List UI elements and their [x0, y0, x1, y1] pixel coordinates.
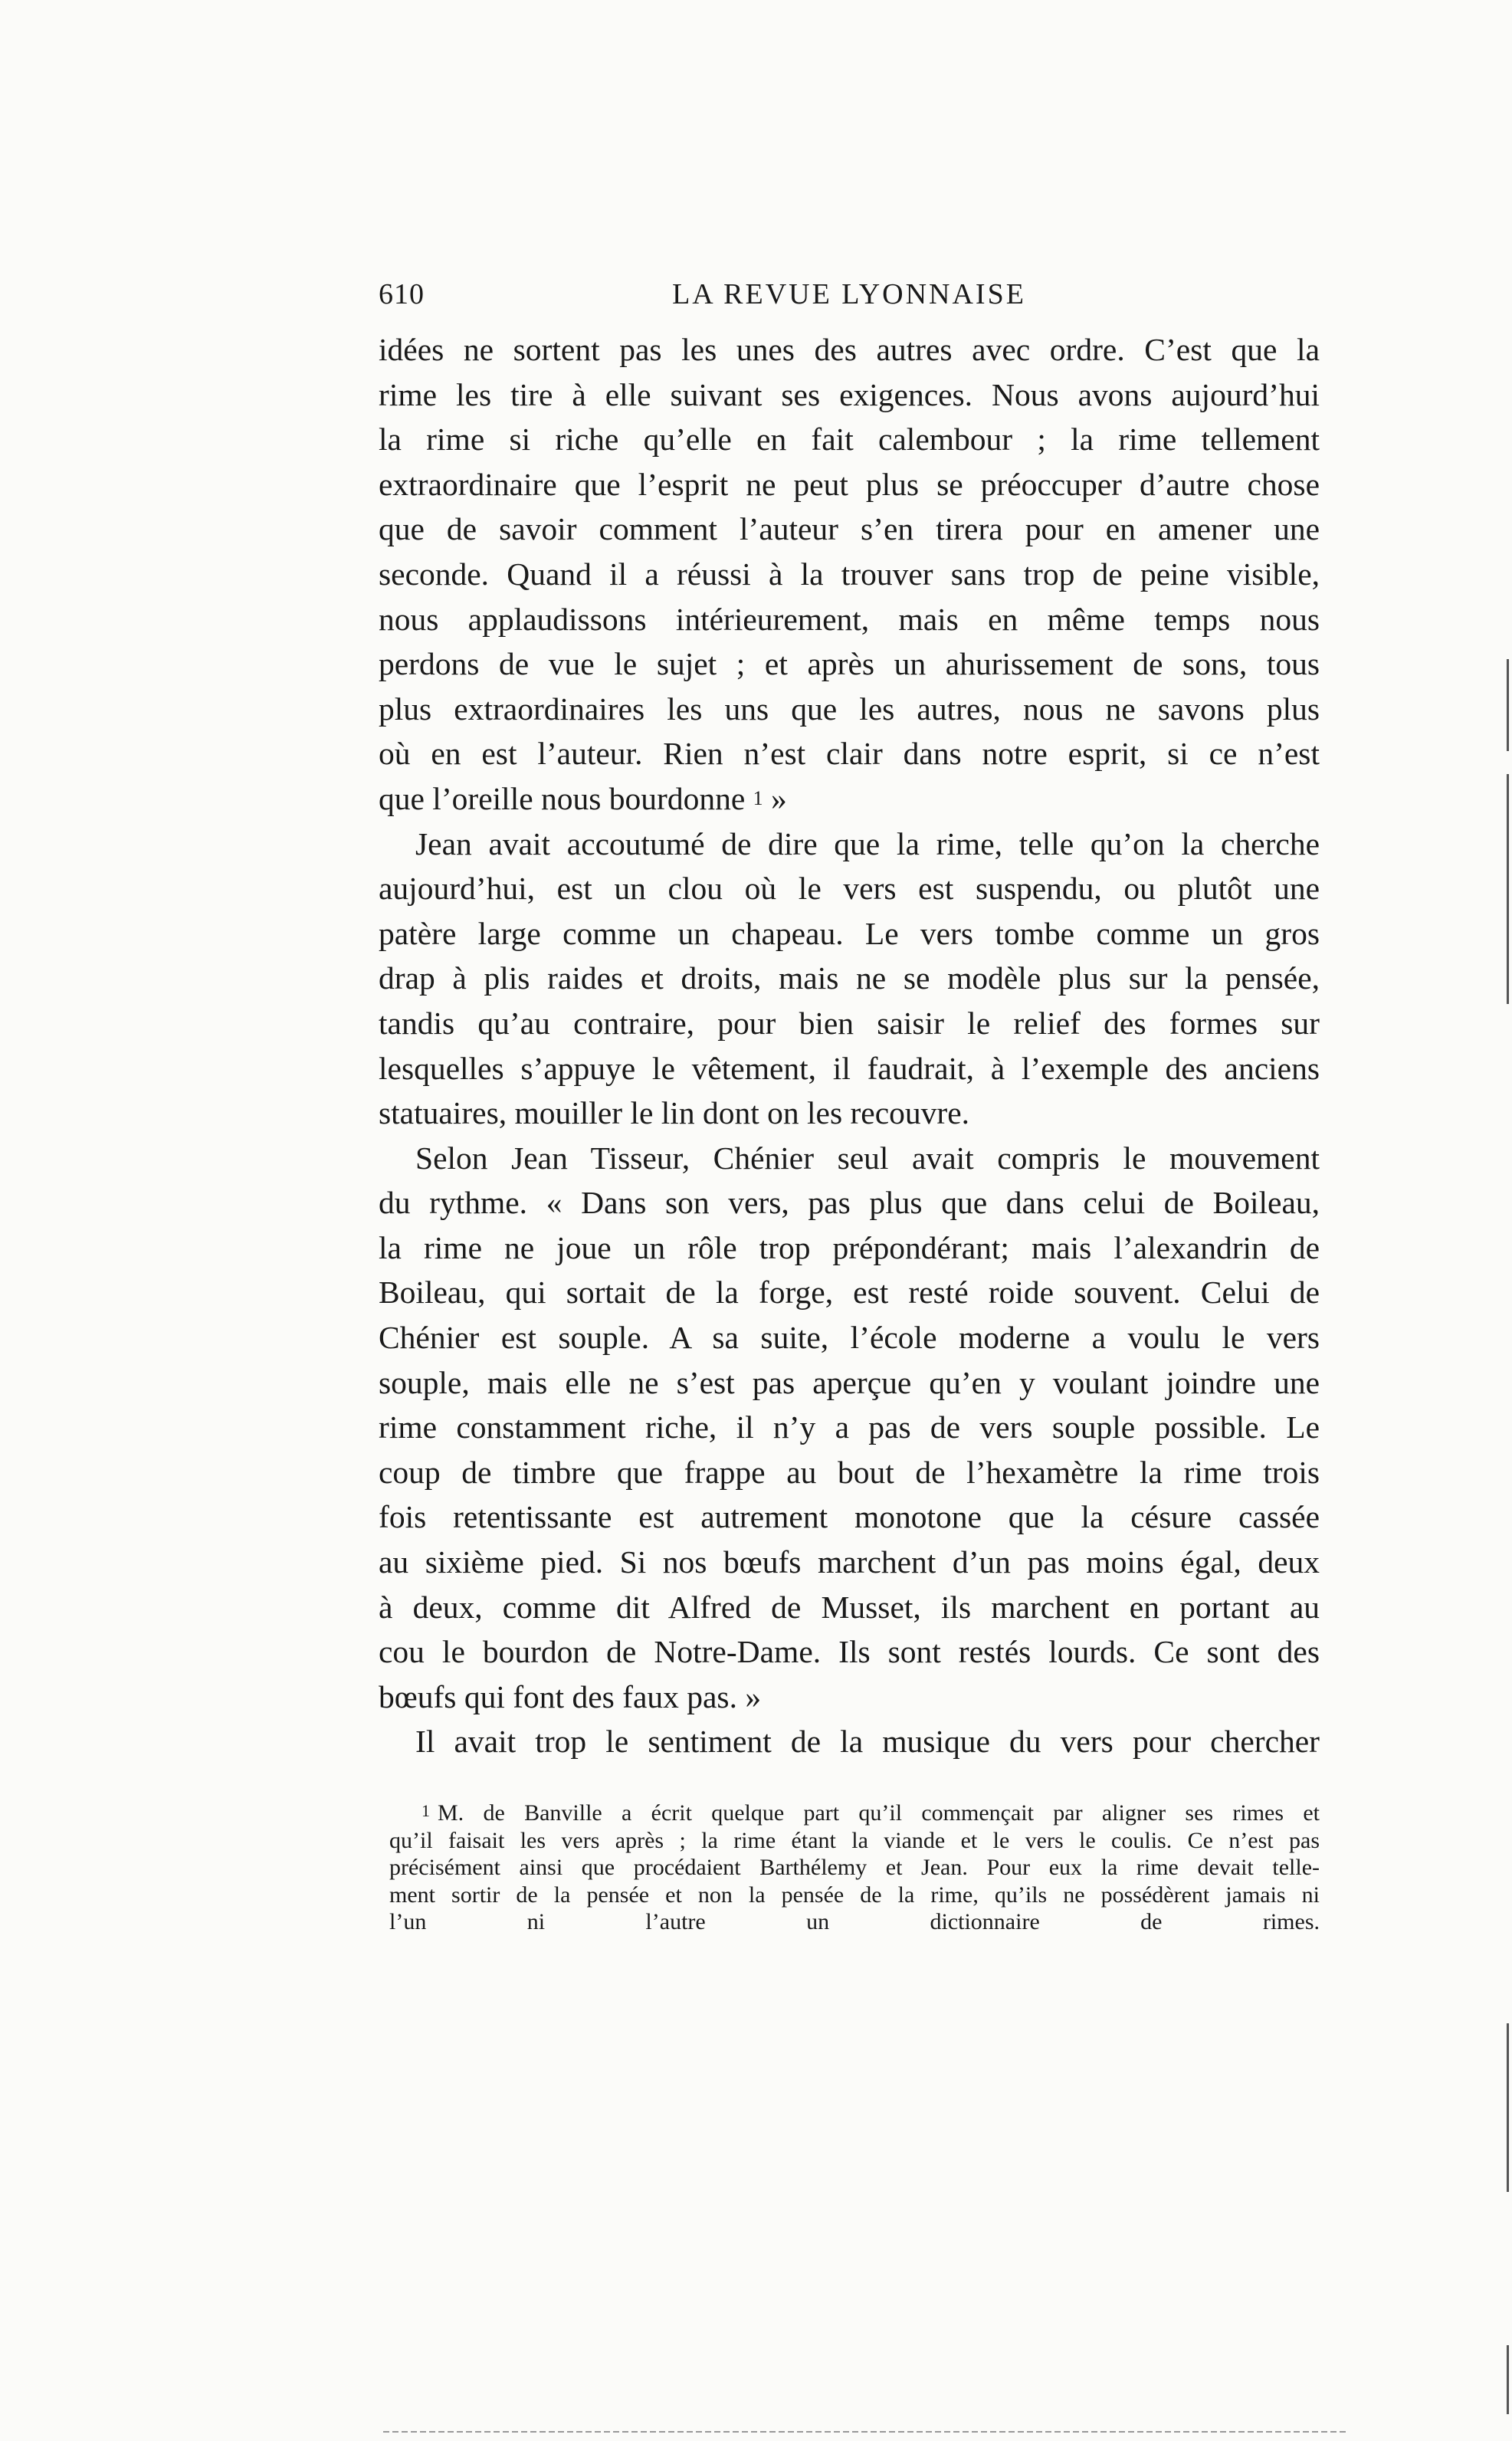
page-header	[379, 277, 1320, 316]
body-line-23: Chénier est souple. A sa suite, l’école moderne a voulu le vers	[379, 1320, 1320, 1356]
body-line-5: que de savoir comment l’auteur s’en tirera pour en amener une	[379, 511, 1320, 547]
body-line-1: idées ne sortent pas les unes des autres avec ordre. C’est que la	[379, 332, 1320, 367]
scan-edge-line	[1507, 2023, 1509, 2192]
body-line-24: souple, mais elle ne s’est pas aperçue qu’en y voulant joindre une	[379, 1364, 1320, 1400]
footnote-line-5: l’un ni l’autre un dictionnaire de rimes.	[389, 1909, 1320, 1934]
body-line-27: fois retentissante est autrement monotone que la césure cassée	[379, 1499, 1320, 1535]
body-line-11-text: que l’oreille nous bourdonne	[379, 780, 746, 816]
body-line-7: nous applaudissons intérieurement, mais en même temps nous	[379, 601, 1320, 637]
body-line-32: Il avait trop le sentiment de la musique du vers pour chercher	[415, 1724, 1320, 1760]
body-line-19: Selon Jean Tisseur, Chénier seul avait compris le mouvement	[415, 1140, 1320, 1176]
footnote-line-2: qu’il faisait les vers après ; la rime étant la viande et le vers le coulis. Ce n’est pas	[389, 1827, 1320, 1853]
body-line-21: la rime ne joue un rôle trop prépondérant; mais l’alexandrin de	[379, 1229, 1320, 1265]
body-line-18: statuaires, mouiller le lin dont on les recouvre.	[379, 1095, 969, 1131]
scan-edge-line	[1507, 659, 1509, 751]
body-line-10: où en est l’auteur. Rien n’est clair dans notre esprit, si ce n’est	[379, 736, 1320, 772]
scan-bottom-rule	[383, 2431, 1349, 2433]
body-line-2: rime les tire à elle suivant ses exigences. Nous avons aujourd’hui	[379, 376, 1320, 412]
body-line-26: coup de timbre que frappe au bout de l’hexamètre la rime trois	[379, 1454, 1320, 1490]
page-number: 610	[379, 278, 425, 310]
footnote-line-3: précisément ainsi que procédaient Barthélemy et Jean. Pour eux la rime devait telle-	[389, 1855, 1320, 1880]
body-line-29: à deux, comme dit Alfred de Musset, ils marchent en portant au	[379, 1589, 1320, 1625]
body-line-15: drap à plis raides et droits, mais ne se modèle plus sur la pensée,	[379, 960, 1320, 996]
body-line-12: Jean avait accoutumé de dire que la rime, telle qu’on la cherche	[415, 825, 1320, 861]
body-line-9: plus extraordinaires les uns que les autres, nous ne savons plus	[379, 691, 1320, 727]
body-line-13: aujourd’hui, est un clou où le vers est suspendu, ou plutôt une	[379, 871, 1320, 907]
scan-edge-marks	[1503, 659, 1512, 2422]
body-line-20: du rythme. « Dans son vers, pas plus que dans celui de Boileau,	[379, 1185, 1320, 1221]
body-line-25: rime constamment riche, il n’y a pas de vers souple possible. Le	[379, 1409, 1320, 1445]
body-line-30: cou le bourdon de Notre-Dame. Ils sont restés lourds. Ce sont des	[379, 1634, 1320, 1670]
running-title: LA REVUE LYONNAISE	[672, 278, 1026, 310]
body-line-4: extraordinaire que l’esprit ne peut plus se préoccuper d’autre chose	[379, 466, 1320, 502]
scan-edge-line	[1507, 2345, 1509, 2414]
closing-quote: »	[763, 780, 787, 816]
body-line-8: perdons de vue le sujet ; et après un ahurissement de sons, tous	[379, 646, 1320, 682]
body-line-31: bœufs qui font des faux pas. »	[379, 1678, 762, 1714]
scan-edge-line	[1507, 774, 1509, 1004]
body-line-16: tandis qu’au contraire, pour bien saisir le relief des formes sur	[379, 1005, 1320, 1041]
footnote-line-1-text: M. de Banville a écrit quelque part qu’il commençait par aligner ses rimes et	[438, 1800, 1320, 1826]
body-line-3: la rime si riche qu’elle en fait calembour ; la rime tellement	[379, 422, 1320, 458]
footnote-mark: 1	[421, 1801, 430, 1820]
body-line-14: patère large comme un chapeau. Le vers tombe comme un gros	[379, 915, 1320, 951]
footnote	[389, 1797, 1320, 1936]
body-text	[379, 327, 1320, 1764]
body-line-11	[379, 776, 1320, 822]
body-line-17: lesquelles s’appuye le vêtement, il faudrait, à l’exemple des anciens	[379, 1050, 1320, 1086]
body-line-22: Boileau, qui sortait de la forge, est resté roide souvent. Celui de	[379, 1275, 1320, 1311]
body-line-6: seconde. Quand il a réussi à la trouver sans trop de peine visible,	[379, 556, 1320, 592]
footnote-reference[interactable]: 1	[753, 786, 763, 809]
footnote-line-1	[389, 1797, 1320, 1827]
footnote-line-4: ment sortir de la pensée et non la pensée de la rime, qu’ils ne possédèrent jamais ni	[389, 1882, 1320, 1908]
body-line-28: au sixième pied. Si nos bœufs marchent d’un pas moins égal, deux	[379, 1544, 1320, 1580]
